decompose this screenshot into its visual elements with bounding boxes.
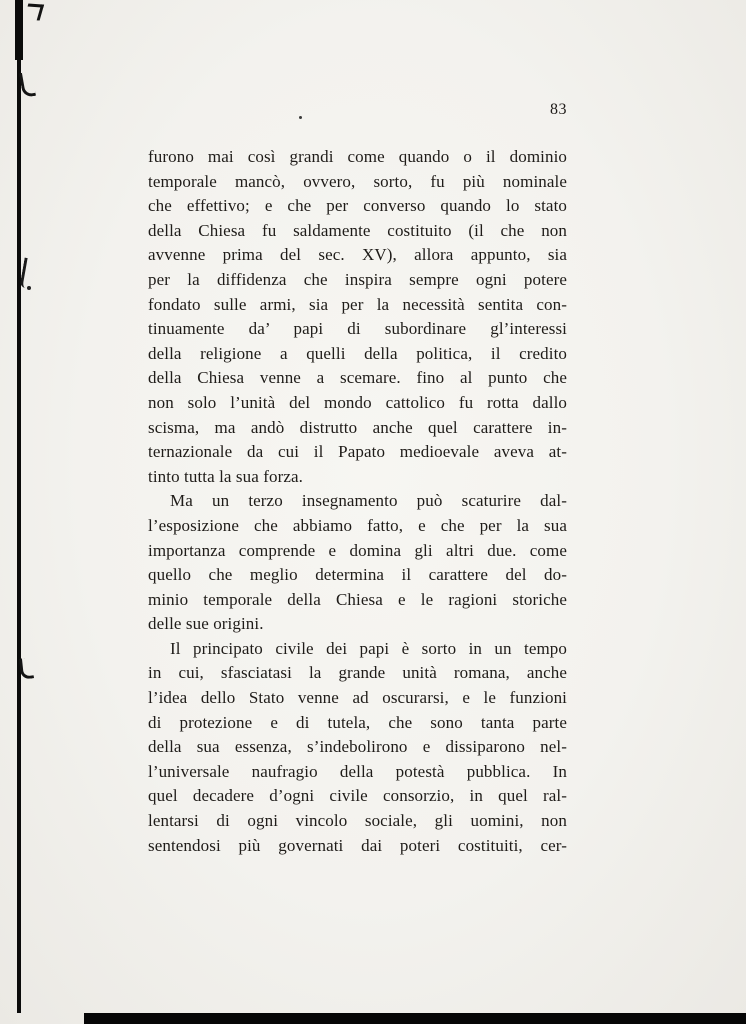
text-line: della religione a quelli della politica, il credito xyxy=(148,343,567,363)
paragraph xyxy=(148,637,567,858)
text-line: lentarsi di ogni vincolo sociale, gli uomini, non xyxy=(148,811,567,831)
text-line: della sua essenza, s’indebolirono e dissiparono nel- xyxy=(148,737,567,757)
scan-artifact-top-left xyxy=(24,3,44,20)
text-line: che effettivo; e che per converso quando lo stato xyxy=(148,196,567,216)
text-line: temporale mancò, ovvero, sorto, fu più nominale xyxy=(148,171,567,191)
text-block xyxy=(148,145,567,858)
text-line: avvenne prima del sec. XV), allora appunto, sia xyxy=(148,245,567,265)
scan-artifact-mid-left xyxy=(19,257,33,288)
text-line: della Chiesa fu saldamente costituito (il che non xyxy=(148,220,567,240)
text-line: in cui, sfasciatasi la grande unità romana, anche xyxy=(148,663,567,683)
binding-edge-line-top xyxy=(15,0,23,60)
text-line: quello che meglio determina il carattere del do- xyxy=(148,565,567,585)
text-line: per la diffidenza che inspira sempre ogni potere xyxy=(148,269,567,289)
text-line: delle sue origini. xyxy=(148,614,264,634)
text-line: l’universale naufragio della potestà pubblica. In xyxy=(148,761,567,781)
text-line: Ma un terzo insegnamento può scaturire dal- xyxy=(170,491,567,511)
text-line: ternazionale da cui il Papato medioevale aveva at- xyxy=(148,442,567,462)
scan-artifact-lower-left xyxy=(19,657,34,679)
text-line: tinto tutta la sua forza. xyxy=(148,466,303,486)
text-line: non solo l’unità del mondo cattolico fu rotta dallo xyxy=(148,392,567,412)
text-line: importanza comprende e domina gli altri due. come xyxy=(148,540,567,560)
text-line: di protezione e di tutela, che sono tanta parte xyxy=(148,712,567,732)
text-line: Il principato civile dei papi è sorto in un tempo xyxy=(170,638,567,658)
text-line: sentendosi più governati dai poteri costituiti, cer- xyxy=(148,835,567,855)
text-line: quel decadere d’ogni civile consorzio, in quel ral- xyxy=(148,786,567,806)
scan-artifact-bottom-bar xyxy=(84,1013,746,1024)
text-line: tinuamente da’ papi di subordinare gl’interessi xyxy=(148,319,567,339)
text-line: furono mai così grandi come quando o il dominio xyxy=(148,147,567,166)
text-line: della Chiesa venne a scemare. fino al punto che xyxy=(148,368,567,388)
text-line: fondato sulle armi, sia per la necessità sentita con- xyxy=(148,294,567,314)
paragraph xyxy=(148,145,567,489)
scan-artifact-upper-left xyxy=(19,71,36,98)
scan-artifact-mid-left-dot xyxy=(27,286,31,290)
text-line: l’esposizione che abbiamo fatto, e che per la sua xyxy=(148,515,567,535)
text-line: scisma, ma andò distrutto anche quel carattere in- xyxy=(148,417,567,437)
binding-edge-line xyxy=(17,0,21,1013)
text-line: minio temporale della Chiesa e le ragioni storiche xyxy=(148,589,567,609)
text-line: l’idea dello Stato venne ad oscurarsi, e le funzioni xyxy=(148,688,567,708)
page-number: 83 xyxy=(550,101,567,118)
paragraph xyxy=(148,489,567,637)
